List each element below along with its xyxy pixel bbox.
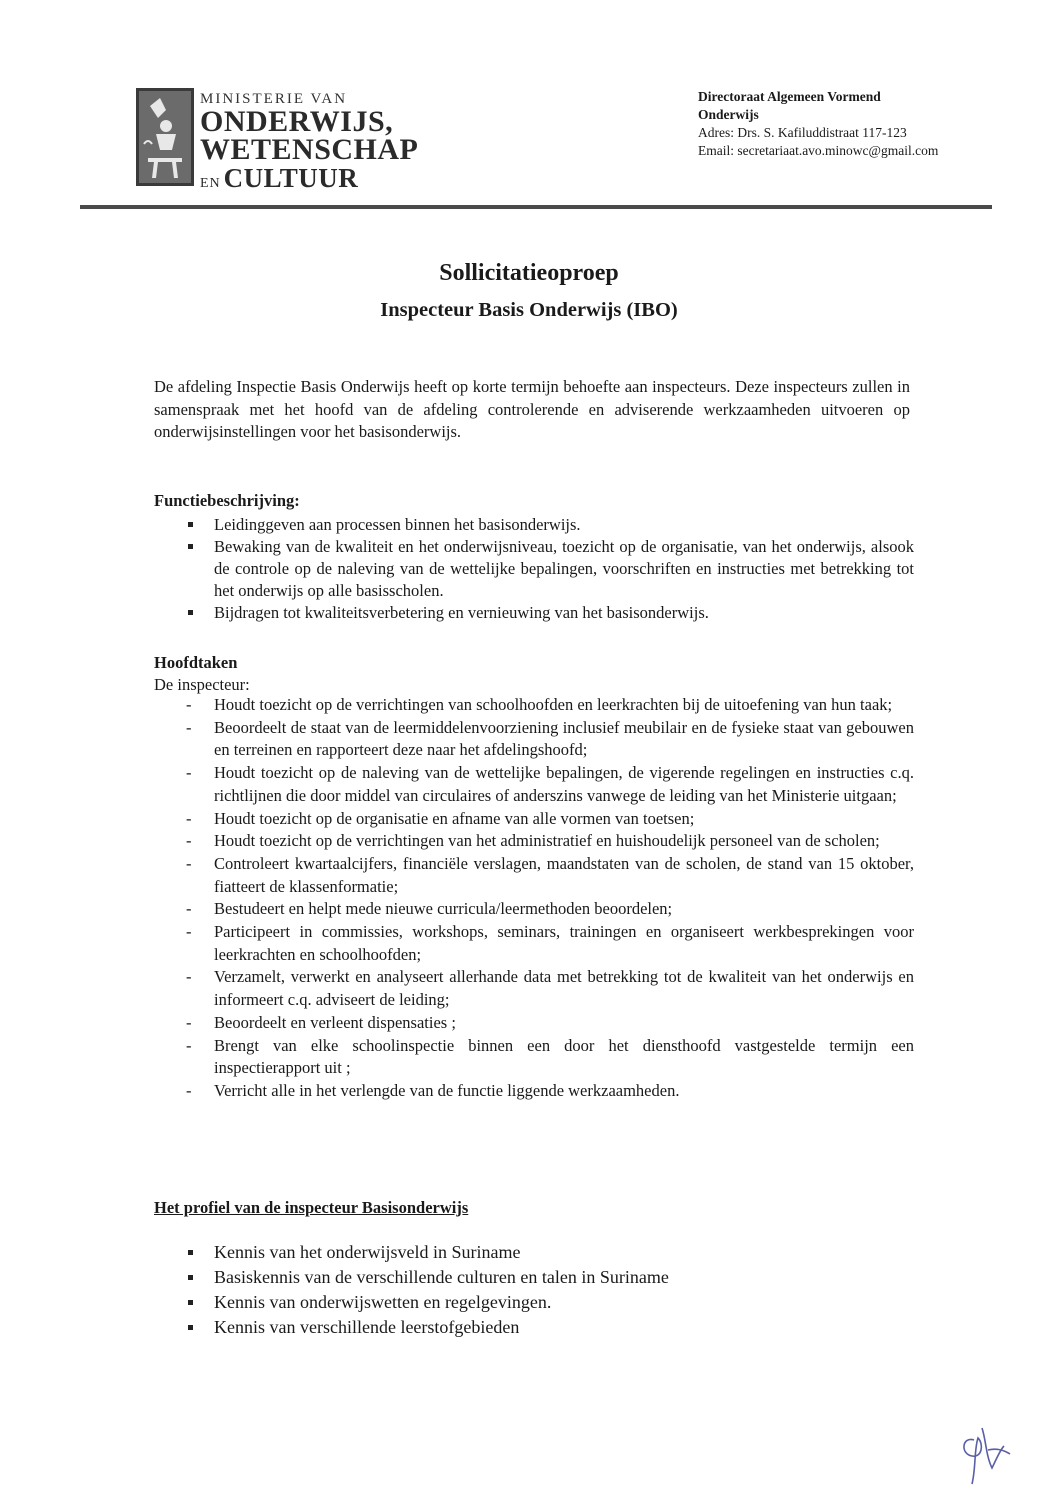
- header-divider: [80, 205, 992, 209]
- list-item: - Houdt toezicht op de naleving van de wettelijke bepalingen, de vigerende regelingen en instructies c.q. richtlijnen die door middel van circulaires of anderszins vanwege de leiding van het Ministerie uitgaan;: [184, 762, 914, 807]
- section-heading-profiel: Het profiel van de inspecteur Basisonderwijs: [154, 1198, 469, 1217]
- logo-line-ministerie: MINISTERIE VAN: [200, 91, 348, 107]
- functie-list: [184, 514, 914, 624]
- profiel-list: [184, 1240, 914, 1340]
- section-heading-functie: Functiebeschrijving:: [154, 491, 300, 510]
- logo-en: EN: [200, 176, 221, 191]
- handwritten-signature: [952, 1410, 1012, 1490]
- hoofdtaken-sublabel: De inspecteur:: [154, 675, 250, 694]
- page-title: Sollicitatieoproep: [439, 260, 619, 286]
- list-item: - Verricht alle in het verlengde van de functie liggende werkzaamheden.: [184, 1080, 914, 1103]
- list-item: Leidinggeven aan processen binnen het basisonderwijs.: [184, 514, 914, 536]
- list-item: - Houdt toezicht op de organisatie en afname van alle vormen van toetsen;: [184, 808, 914, 831]
- logo-wordmark: [200, 90, 430, 198]
- list-item: Kennis van verschillende leerstofgebieden: [184, 1315, 914, 1340]
- department-info: [698, 88, 1018, 160]
- list-item: - Bestudeert en helpt mede nieuwe curricula/leermethoden beoordelen;: [184, 898, 914, 921]
- list-item: - Houdt toezicht op de verrichtingen van het administratief en huishoudelijk personeel van de scholen;: [184, 830, 914, 853]
- list-item: Basiskennis van de verschillende culturen en talen in Suriname: [184, 1265, 914, 1290]
- section-heading-hoofdtaken: Hoofdtaken: [154, 653, 238, 672]
- list-item: - Beoordeelt en verleent dispensaties ;: [184, 1012, 914, 1035]
- list-item: - Controleert kwartaalcijfers, financiële verslagen, maandstaten van de scholen, de stand van 15 oktober, fiatteert de klassenformatie;: [184, 853, 914, 898]
- department-email: Email: secretariaat.avo.minowc@gmail.com: [698, 143, 939, 158]
- logo-line-wetenschap: WETENSCHAP: [200, 133, 419, 166]
- ministry-emblem-icon: [136, 88, 194, 186]
- logo-cultuur-text: CULTUUR: [223, 163, 359, 193]
- hoofdtaken-list: [184, 694, 914, 1103]
- list-item: - Participeert in commissies, workshops, seminars, trainingen en organiseert werkbesprekingen voor leerkrachten en schoolhoofden;: [184, 921, 914, 966]
- list-item: - Houdt toezicht op de verrichtingen van schoolhoofden en leerkrachten bij de uitoefening van hun taak;: [184, 694, 914, 717]
- list-item: Kennis van het onderwijsveld in Suriname: [184, 1240, 914, 1265]
- logo-line-cultuur: [200, 164, 430, 198]
- department-name-line1: Directoraat Algemeen Vormend: [698, 89, 881, 104]
- page-subtitle: Inspecteur Basis Onderwijs (IBO): [380, 299, 678, 321]
- list-item: Kennis van onderwijswetten en regelgevingen.: [184, 1290, 914, 1315]
- list-item: - Verzamelt, verwerkt en analyseert allerhande data met betrekking tot de kwaliteit van het onderwijs en informeert c.q. adviseert de leiding;: [184, 966, 914, 1011]
- department-name-line2: Onderwijs: [698, 107, 759, 122]
- list-item: - Brengt van elke schoolinspectie binnen een door het diensthoofd vastgestelde termijn een inspectierapport uit ;: [184, 1035, 914, 1080]
- list-item: Bijdragen tot kwaliteitsverbetering en vernieuwing van het basisonderwijs.: [184, 602, 914, 624]
- department-address: Adres: Drs. S. Kafiluddistraat 117-123: [698, 125, 907, 140]
- intro-paragraph: De afdeling Inspectie Basis Onderwijs heeft op korte termijn behoefte aan inspecteurs. Deze inspecteurs zullen in samenspraak met het hoofd van de afdeling controlerende en adviserende werkzaamheden uitvoeren op onderwijsinstellingen voor het basisonderwijs.: [154, 377, 910, 441]
- list-item: Bewaking van de kwaliteit en het onderwijsniveau, toezicht op de organisatie, van het onderwijs, alsook de controle op de naleving van de wettelijke bepalingen, voorschriften en instructies met betrekking tot het onderwijs op alle basisscholen.: [184, 536, 914, 602]
- ministry-logo: [136, 88, 426, 193]
- list-item: - Beoordeelt de staat van de leermiddelenvoorziening inclusief meubilair en de fysieke staat van gebouwen en terreinen en rapporteert deze naar het afdelingshoofd;: [184, 717, 914, 762]
- logo-line-onderwijs: ONDERWIJS,: [200, 105, 394, 138]
